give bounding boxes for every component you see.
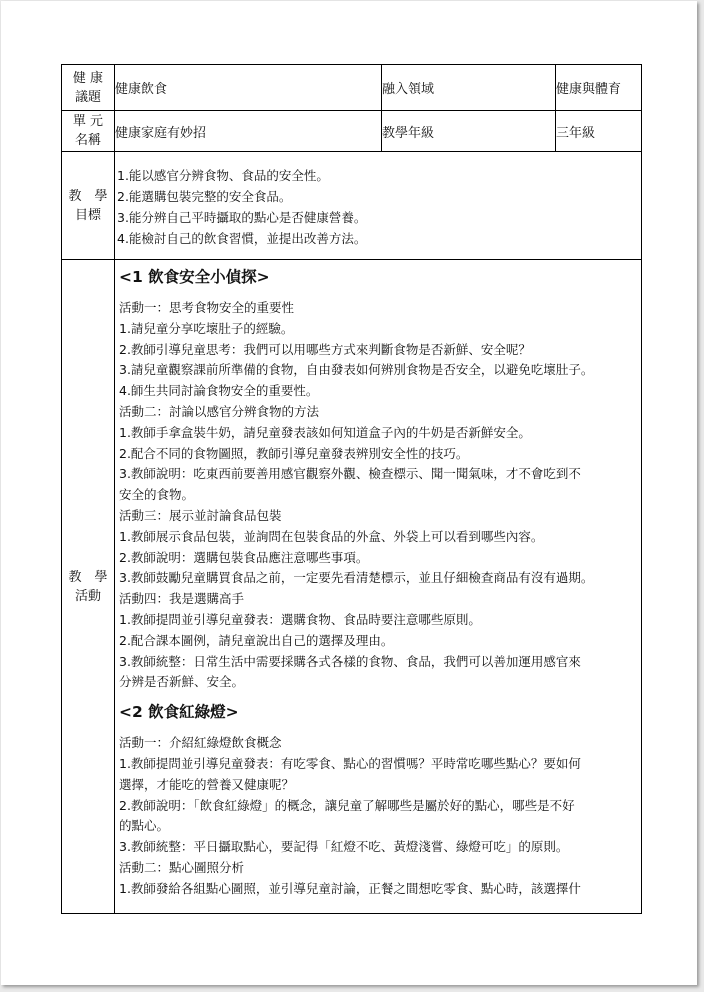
activity-line: 的點心。 <box>119 818 170 834</box>
lesson-plan-table <box>61 64 642 914</box>
activity-line: 4.師生共同討論食物安全的重要性。 <box>119 383 319 399</box>
activity-line: 1.教師提問並引導兒童發表：有吃零食、點心的習慣嗎？平時常吃哪些點心？要如何 <box>119 755 581 771</box>
goals-list <box>115 163 641 249</box>
domain-label: 融入領域 <box>382 65 556 111</box>
unit-value: 健康家庭有妙招 <box>115 111 382 152</box>
activities-label <box>62 260 115 914</box>
topic-value: 健康飲食 <box>115 65 382 111</box>
activity-line: 活動二：討論以感官分辨食物的方法 <box>119 403 320 419</box>
topic-label-text: 健 康 議題 <box>72 70 104 105</box>
goal-item: 1.能以感官分辨食物、食品的安全性。 <box>117 167 329 183</box>
goal-item: 4.能檢討自己的飲食習慣，並提出改善方法。 <box>117 230 367 246</box>
activity-line: 3.請兒童觀察課前所準備的食物，自由發表如何辨別食物是否安全，以避免吃壞肚子。 <box>119 362 594 378</box>
activity-line: 1.請兒童分享吃壞肚子的經驗。 <box>119 320 294 336</box>
document-page <box>1 1 697 985</box>
activity-line: 1.教師手拿盒裝牛奶，請兒童發表該如何知道盒子內的牛奶是否新鮮安全。 <box>119 424 531 440</box>
goals-label-text: 教 學 目標 <box>68 188 108 223</box>
section-2-lines <box>119 733 641 899</box>
activities-label-text: 教 學 活動 <box>68 569 108 604</box>
activity-line: 2.配合課本圖例，請兒童說出自己的選擇及理由。 <box>119 632 394 648</box>
unit-label-text: 單 元 名稱 <box>72 114 104 148</box>
topic-label <box>62 65 115 111</box>
activity-line: 活動四：我是選購高手 <box>119 591 245 607</box>
activity-line: 活動三：展示並討論食品包裝 <box>119 507 282 523</box>
activity-line: 安全的食物。 <box>119 487 195 503</box>
activity-line: 1.教師發給各組點心圖照，並引導兒童討論，正餐之間想吃零食、點心時，該選擇什 <box>119 880 581 896</box>
activity-line: 活動一：思考食物安全的重要性 <box>119 300 295 315</box>
unit-row <box>62 111 642 152</box>
activity-line: 2.配合不同的食物圖照，教師引導兒童發表辨別安全性的技巧。 <box>119 445 469 461</box>
activity-line: 1.教師展示食品包裝，並詢問在包裝食品的外盒、外袋上可以看到哪些內容。 <box>119 528 544 544</box>
activity-line: 選擇，才能吃的營養又健康呢？ <box>119 776 295 792</box>
activity-line: 2.教師引導兒童思考：我們可以用哪些方式來判斷食物是否新鮮、安全呢？ <box>119 341 531 357</box>
activity-line: 活動一：介紹紅綠燈飲食概念 <box>119 735 282 751</box>
goal-item: 3.能分辨自己平時攝取的點心是否健康營養。 <box>117 209 367 225</box>
activity-line: 分辨是否新鮮、安全。 <box>119 674 245 690</box>
activity-line: 3.教師鼓勵兒童購買食品之前，一定要先看清楚標示，並且仔細檢查商品有沒有過期。 <box>119 570 594 586</box>
domain-value: 健康與體育 <box>556 65 642 111</box>
activities-row <box>62 260 642 914</box>
activity-line: 活動二：點心圖照分析 <box>119 859 245 875</box>
activity-line: 3.教師統整：平日攝取點心，要記得「紅燈不吃、黃燈淺嘗、綠燈可吃」的原則。 <box>119 839 569 855</box>
grade-value: 三年級 <box>556 111 642 152</box>
activity-line: 2.教師說明：「飲食紅綠燈」的概念，讓兒童了解哪些是屬於好的點心，哪些是不好 <box>119 797 575 813</box>
activities-content <box>115 260 642 914</box>
activity-line: 3.教師說明：吃東西前要善用感官觀察外觀、檢查標示、聞一聞氣味，才不會吃到不 <box>119 466 581 482</box>
section-1-lines <box>119 298 641 693</box>
activities-content-wrap <box>119 266 641 909</box>
unit-label <box>62 111 115 152</box>
activity-line: 3.教師統整：日常生活中需要採購各式各樣的食物、食品，我們可以善加運用感官來 <box>119 653 581 669</box>
section-1-title: <1 飲食安全小偵探> <box>119 268 270 286</box>
activity-line: 1.教師提問並引導兒童發表：選購食物、食品時要注意哪些原則。 <box>119 611 481 627</box>
activity-line: 2.教師說明：選購包裝食品應注意哪些事項。 <box>119 549 369 565</box>
goal-item: 2.能選購包裝完整的安全食品。 <box>117 188 292 204</box>
goals-row <box>62 152 642 260</box>
topic-row <box>62 65 642 111</box>
grade-label: 教學年級 <box>382 111 556 152</box>
section-2-title: <2 飲食紅綠燈> <box>119 703 239 722</box>
goals-label <box>62 152 115 260</box>
goals-content <box>115 152 642 260</box>
